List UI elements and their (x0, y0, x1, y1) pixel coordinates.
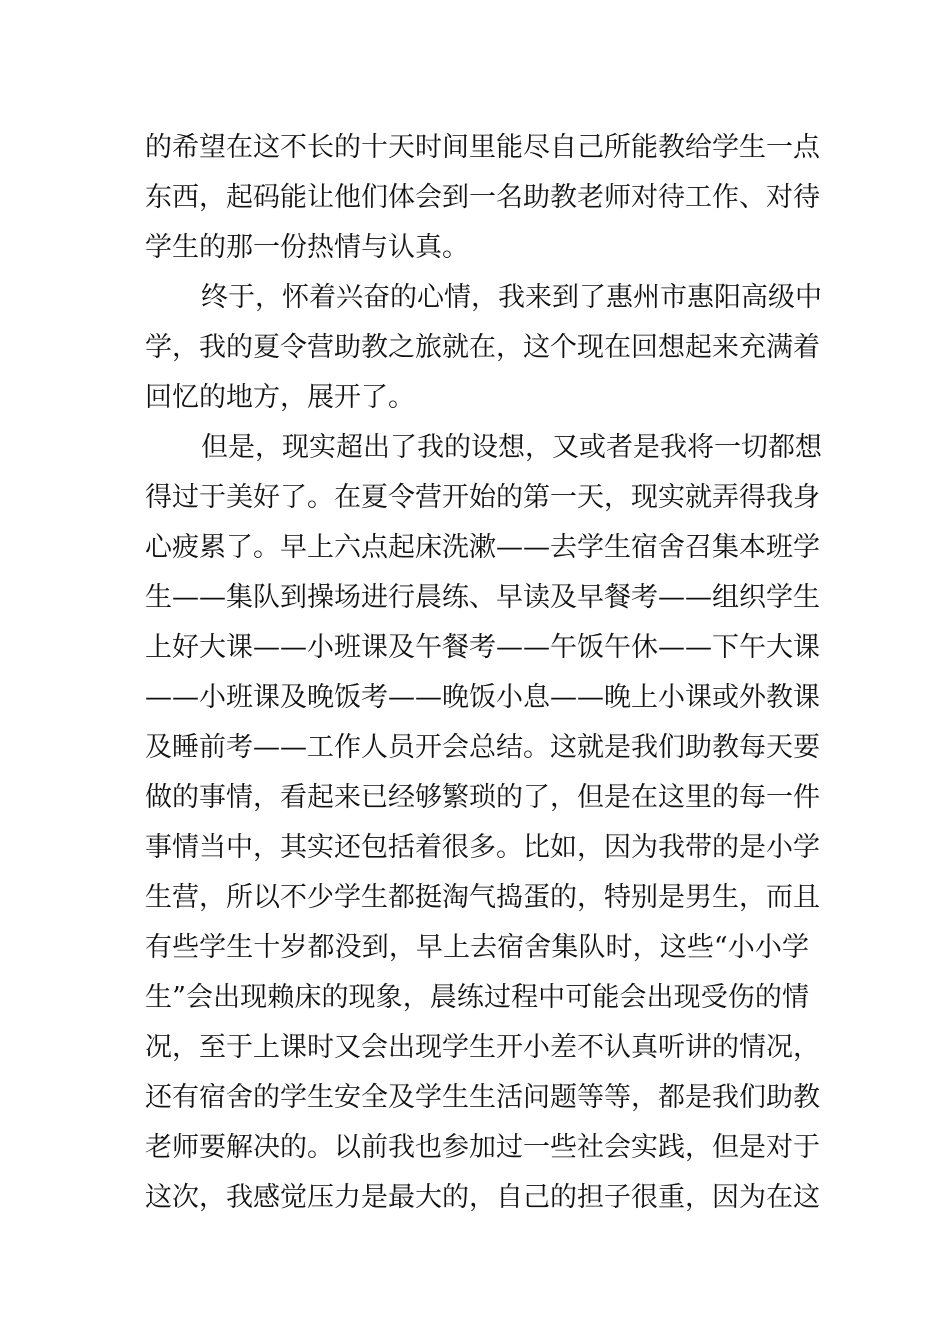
text-line: 做的事情，看起来已经够繁琐的了，但是在这里的每一件 (145, 782, 820, 813)
text-line: 生营，所以不少学生都挺淘气捣蛋的，特别是男生，而且 (145, 882, 820, 913)
text-line: 老师要解决的。以前我也参加过一些社会实践，但是对于 (145, 1132, 820, 1163)
text-line: 还有宿舍的学生安全及学生生活问题等等，都是我们助教 (145, 1082, 820, 1113)
text-line: 况，至于上课时又会出现学生开小差不认真听讲的情况， (145, 1032, 820, 1063)
text-line: 事情当中，其实还包括着很多。比如，因为我带的是小学 (145, 832, 820, 863)
text-line: 东西，起码能让他们体会到一名助教老师对待工作、对待 (145, 182, 820, 213)
text-line: 心疲累了。早上六点起床洗漱——去学生宿舍召集本班学 (145, 532, 820, 563)
text-line: 上好大课——小班课及午餐考——午饭午休——下午大课 (145, 632, 820, 663)
text-line: 生”会出现赖床的现象，晨练过程中可能会出现受伤的情 (145, 982, 809, 1013)
text-line: 有些学生十岁都没到，早上去宿舍集队时，这些“小小学 (145, 932, 809, 963)
text-line: 这次，我感觉压力是最大的，自己的担子很重，因为在这 (145, 1182, 820, 1213)
text-line: 得过于美好了。在夏令营开始的第一天，现实就弄得我身 (145, 482, 820, 513)
text-line: 及睡前考——工作人员开会总结。这就是我们助教每天要 (145, 732, 820, 763)
text-line: 学生的那一份热情与认真。 (145, 232, 469, 263)
text-line: ——小班课及晚饭考——晚饭小息——晚上小课或外教课 (145, 682, 820, 713)
text-line: 但是，现实超出了我的设想，又或者是我将一切都想 (201, 432, 822, 463)
text-line: 终于，怀着兴奋的心情，我来到了惠州市惠阳高级中 (201, 282, 822, 313)
text-line: 生——集队到操场进行晨练、早读及早餐考——组织学生 (145, 582, 820, 613)
text-line: 回忆的地方，展开了。 (145, 382, 415, 413)
text-line: 学，我的夏令营助教之旅就在，这个现在回想起来充满着 (145, 332, 820, 363)
text-line: 的希望在这不长的十天时间里能尽自己所能教给学生一点 (145, 132, 820, 163)
